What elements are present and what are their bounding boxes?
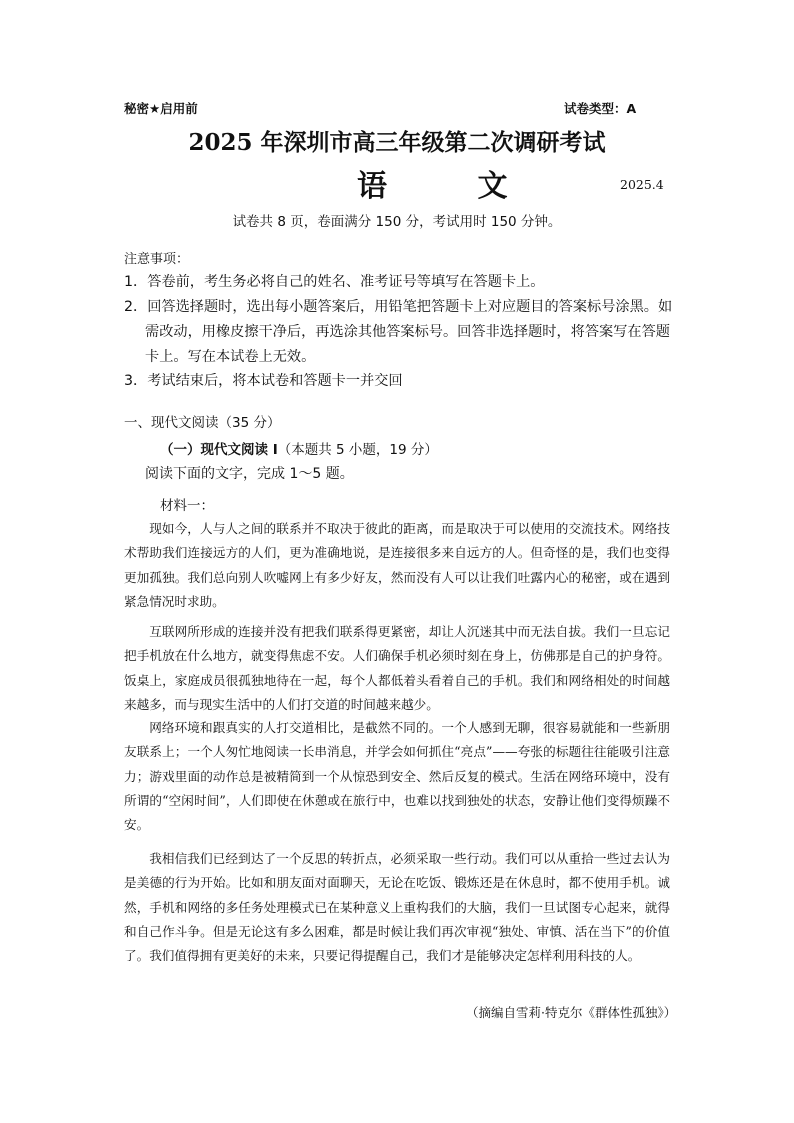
- confidential-label: 秘密★启用前: [124, 101, 198, 116]
- exam-date: 2025.4: [620, 177, 664, 192]
- note-item-2: 2．回答选择题时，选出每小题答案后，用铅笔把答题卡上对应题目的答案标号涂黑。如: [124, 299, 673, 315]
- notes-title: 注意事项：: [124, 252, 190, 267]
- note-item-2-continued: 需改动，用橡皮擦干净后，再选涂其他答案标号。回答非选择题时，将答案写在答题: [145, 324, 670, 340]
- article-paragraph-2: 互联网所形成的连接并没有把我们联系得更紧密，却让人沉迷其中而无法自拔。我们一旦忘记把手机放在什么地方，就变得焦虑不安。人们确保手机必须时刻在身上，仿佛那是自己的护身符。饭桌上，家庭成员很孤独地待在一起，每个人都低着头看着自己的手机。我们和网络相处的时间越来越多，而与现实生活中的人们打交道的时间越来越少。: [124, 624, 670, 712]
- subject-title: 语 文: [357, 169, 548, 204]
- section-title: 一、现代文阅读（35 分）: [124, 415, 281, 431]
- article-paragraph-4: 我相信我们已经到达了一个反思的转折点，必须采取一些行动。我们可以从重拾一些过去认为是美德的行为开始。比如和朋友面对面聊天，无论在吃饭、锻炼还是在休息时，都不使用手机。诚然，手机和网络的多任务处理模式已在某种意义上重构我们的大脑，我们一旦试图专心起来，就得和自己作斗争。但是无论这有多么困难，都是时候让我们再次审视“独处、审慎、活在当下”的价值了。我们值得拥有更美好的未来，只要记得提醒自己，我们才是能够决定怎样利用科技的人。: [124, 851, 670, 964]
- subsection-title-detail: （本题共 5 小题，19 分）: [277, 442, 438, 458]
- article-paragraph-3: 网络环境和跟真实的人打交道相比，是截然不同的。一个人感到无聊，很容易就能和一些新朋友联系上；一个人匆忙地阅读一长串消息，并学会如何抓住“亮点”——夸张的标题往往能吸引注意力；游戏里面的动作总是被精简到一个从惊恐到安全、然后反复的模式。生活在网络环境中，没有所谓的“空闲时间”，人们即使在休憩或在旅行中，也难以找到独处的状态，安静让他们变得烦躁不安。: [124, 720, 670, 833]
- article-source: （摘编自雪莉·特克尔《群体性孤独》）: [466, 1005, 677, 1020]
- subsection-title: [160, 438, 438, 458]
- article-paragraph-1: 现如今，人与人之间的联系并不取决于彼此的距离，而是取决于可以使用的交流技术。网络技术帮助我们连接远方的人们，更为准确地说，是连接很多来自远方的人。但奇怪的是，我们也变得更加孤独。我们总向别人吹嘘网上有多少好友，然而没有人可以让我们吐露内心的秘密，或在遇到紧急情况时求助。: [124, 521, 670, 609]
- note-item-3: 3．考试结束后，将本试卷和答题卡一并交回: [124, 373, 403, 389]
- paper-type-label: 试卷类型：A: [564, 101, 637, 116]
- note-item-2-end: 卡上。写在本试卷上无效。: [145, 349, 316, 365]
- exam-info: 试卷共 8 页，卷面满分 150 分，考试用时 150 分钟。: [232, 214, 562, 230]
- exam-title: 2025 年深圳市高三年级第二次调研考试: [188, 129, 606, 156]
- reading-instruction: 阅读下面的文字，完成 1～5 题。: [145, 466, 354, 482]
- material-label: 材料一：: [160, 498, 214, 514]
- subsection-title-bold: （一）现代文阅读 I: [160, 442, 278, 458]
- note-item-1: 1．答卷前，考生务必将自己的姓名、准考证号等填写在答题卡上。: [124, 274, 545, 290]
